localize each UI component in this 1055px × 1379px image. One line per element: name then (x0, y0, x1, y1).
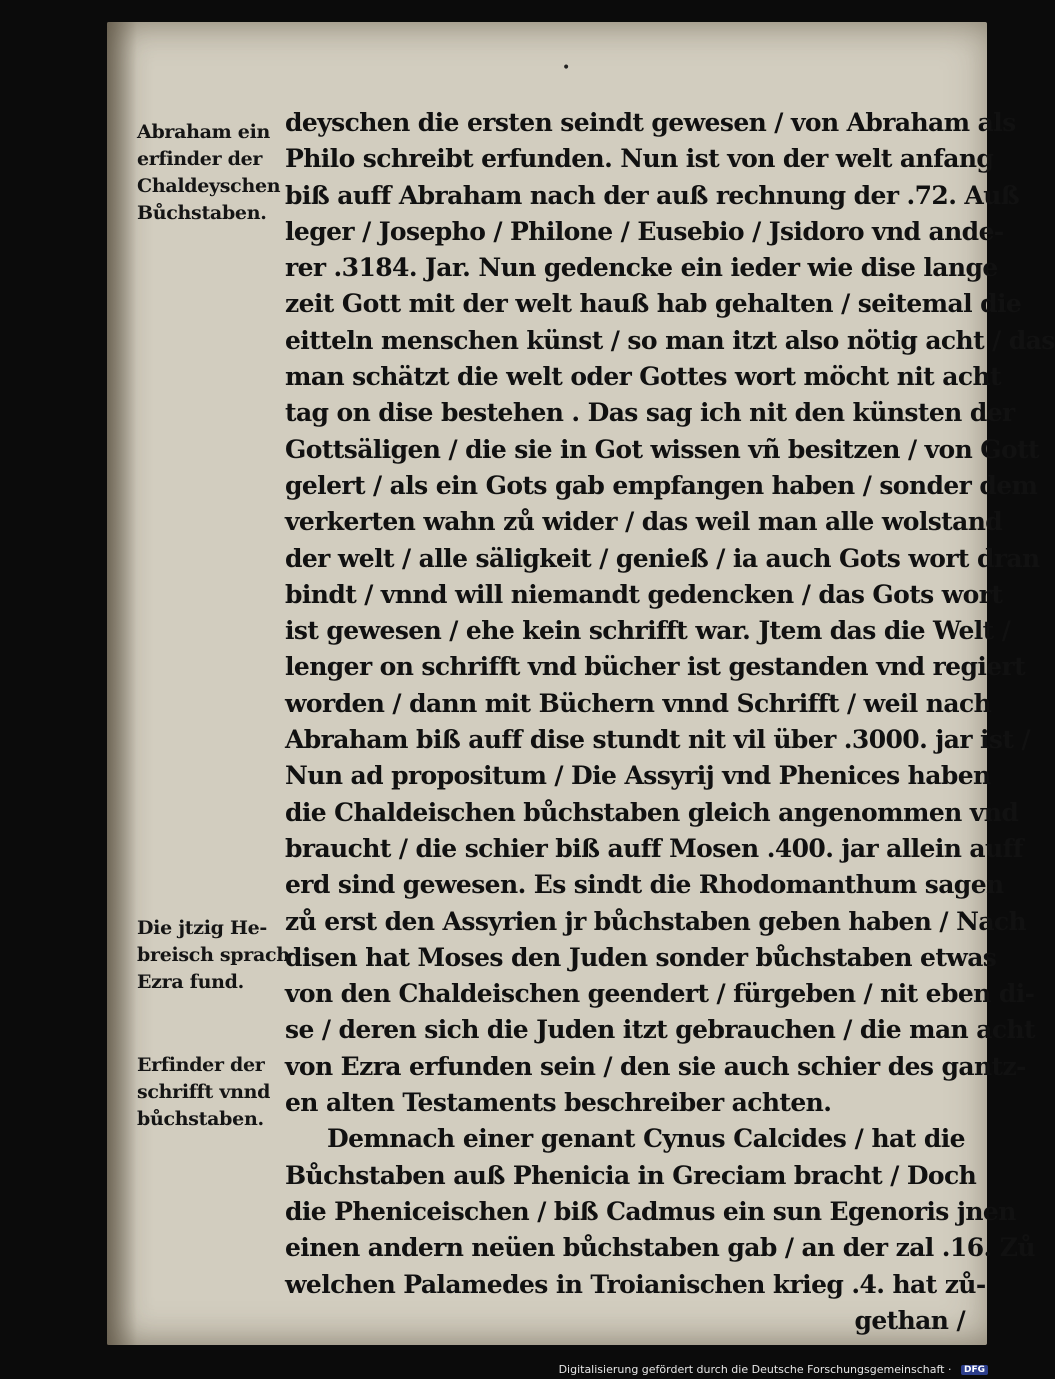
text-line: Abraham biß auff dise stundt nit vil über .3000. jar ist / (285, 725, 1030, 755)
text-line: die Pheniceischen / biß Cadmus ein sun Egenoris jnen (285, 1196, 1016, 1226)
text-line: tag on dise bestehen . Das sag ich nit den künsten der (285, 398, 1015, 428)
text-line: se / deren sich die Juden itzt gebrauchen / die man acht (285, 1015, 1035, 1045)
text-line: gelert / als ein Gots gab empfangen haben / sonder dem (285, 470, 1038, 500)
main-text-block (285, 105, 1055, 1339)
text-line: der welt / alle säligkeit / genieß / ia auch Gots wort dran (285, 543, 1040, 573)
margin-note-line: Ezra fund. (137, 971, 244, 993)
text-line: verkerten wahn zů wider / das weil man alle wolstand (285, 507, 1003, 537)
margin-note-erfinder (137, 1052, 287, 1133)
text-line: leger / Josepho / Philone / Eusebio / Jsidoro vnd ande- (285, 216, 1004, 246)
text-line: biß auff Abraham nach der auß rechnung der .72. Auß (285, 180, 1020, 210)
digitization-credit (559, 1363, 988, 1376)
text-line: ist gewesen / ehe kein schrifft war. Jtem das die Welt / (285, 616, 1011, 646)
text-line: worden / dann mit Büchern vnnd Schrifft / weil nach (285, 688, 992, 718)
margin-note-line: breisch sprach (137, 944, 290, 966)
text-line: bindt / vnnd will niemandt gedencken / das Gots wort (285, 579, 1003, 609)
margin-note-line: Bůchstaben. (137, 202, 267, 224)
catchword: gethan / (854, 1305, 965, 1335)
text-line: von den Chaldeischen geendert / fürgeben / nit eben di- (285, 979, 1035, 1009)
margin-note-line: Erfinder der (137, 1054, 265, 1076)
text-line: rer .3184. Jar. Nun gedencke ein ieder wie dise lange (285, 253, 998, 283)
text-line: von Ezra erfunden sein / den sie auch schier des gantz- (285, 1051, 1026, 1081)
text-line: erd sind gewesen. Es sindt die Rhodomanthum sagen (285, 870, 1004, 900)
margin-note-line: Chaldeyschen (137, 175, 281, 197)
text-line: deyschen die ersten seindt gewesen / von Abraham als (285, 108, 1016, 137)
credit-text: Digitalisierung gefördert durch die Deutsche Forschungsgemeinschaft · (558, 1363, 952, 1376)
text-line: Demnach einer genant Cynus Calcides / hat die (327, 1124, 965, 1154)
page-top-mark: • (562, 60, 571, 76)
text-line: Nun ad propositum / Die Assyrij vnd Phenices haben (285, 761, 991, 791)
book-page (107, 22, 1055, 1345)
text-line: eitteln menschen künst / so man itzt also nötig acht / das (285, 325, 1055, 355)
margin-note-line: schrifft vnnd (137, 1081, 271, 1103)
spine-shadow (107, 22, 137, 1345)
margin-note-hebrew (137, 915, 290, 996)
text-line: welchen Palamedes in Troianischen krieg .4. hat zů- (285, 1269, 986, 1299)
text-line: Philo schreibt erfunden. Nun ist von der welt anfang (285, 144, 994, 174)
text-line: man schätzt die welt oder Gottes wort möcht nit acht (285, 362, 1001, 392)
text-line: disen hat Moses den Juden sonder bůchstaben etwas (285, 942, 997, 972)
text-line: zeit Gott mit der welt hauß hab gehalten / seitemal die (285, 289, 1022, 319)
text-line: lenger on schrifft vnd bücher ist gestanden vnd regiert (285, 652, 1026, 682)
text-line: Gottsäligen / die sie in Got wissen vñ besitzen / von Gott (285, 434, 1039, 464)
text-line: braucht / die schier biß auff Mosen .400. jar allein auff (285, 833, 1023, 863)
text-line: die Chaldeischen bůchstaben gleich angenommen vnd (285, 797, 1019, 827)
margin-note-abraham (137, 119, 287, 227)
margin-note-line: Die jtzig He- (137, 917, 267, 939)
text-line: einen andern neüen bůchstaben gab / an der zal .16. Zů (285, 1233, 1035, 1263)
dfg-logo: DFG (961, 1365, 988, 1375)
text-line: Bůchstaben auß Phenicia in Greciam bracht / Doch (285, 1160, 977, 1190)
margin-note-line: erfinder der (137, 148, 263, 170)
text-line: en alten Testaments beschreiber achten. (285, 1088, 832, 1118)
margin-note-line: Abraham ein (137, 121, 271, 143)
text-line: zů erst den Assyrien jr bůchstaben geben haben / Nach (285, 906, 1027, 936)
margin-note-line: bůchstaben. (137, 1108, 264, 1130)
